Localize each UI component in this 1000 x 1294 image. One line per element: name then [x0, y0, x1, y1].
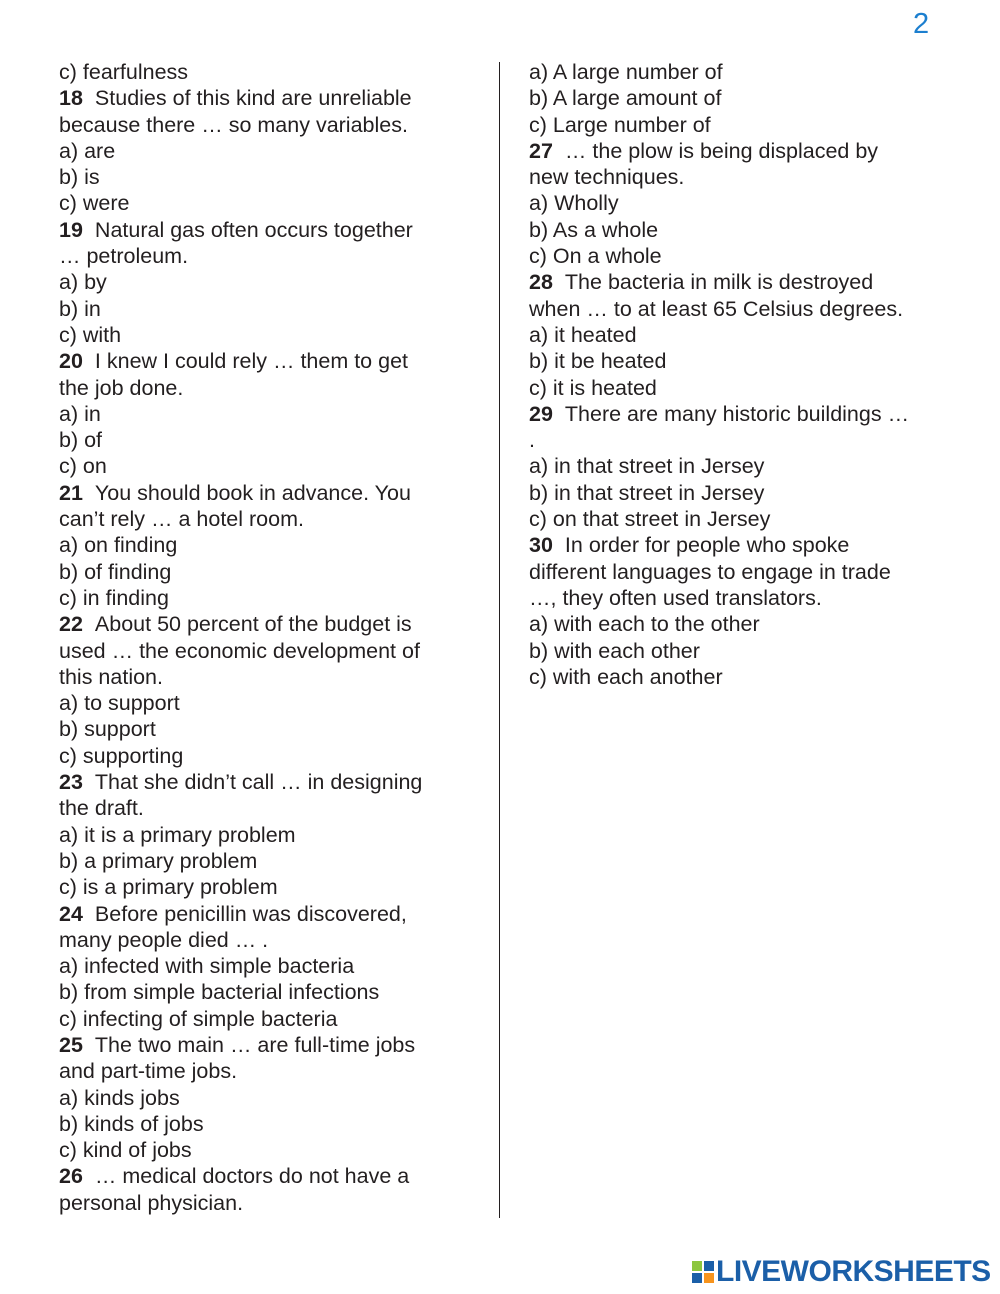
line-text: c) in finding	[59, 585, 169, 610]
line-text: many people died … .	[59, 927, 269, 952]
line-text: a) infected with simple bacteria	[59, 954, 355, 979]
line-text: a) with each to the other	[529, 612, 760, 637]
line-text: …, they often used translators.	[529, 585, 822, 610]
question-number: 25	[59, 1032, 83, 1057]
line-text: c) on	[59, 454, 107, 479]
question-number: 18	[59, 86, 83, 111]
text-line	[59, 716, 459, 742]
line-text: a) kinds jobs	[59, 1085, 180, 1110]
liveworksheets-logo-icon	[692, 1261, 714, 1283]
text-line	[59, 1085, 459, 1111]
line-text: … petroleum.	[59, 244, 189, 269]
text-line	[59, 690, 459, 716]
text-line	[529, 348, 949, 374]
line-text: different languages to engage in trade	[529, 559, 891, 584]
question-line	[529, 138, 949, 164]
text-line	[59, 795, 459, 821]
line-text: c) On a whole	[529, 244, 662, 269]
line-text: .	[529, 428, 535, 453]
text-line	[59, 322, 459, 348]
text-line	[59, 585, 459, 611]
text-line	[59, 138, 459, 164]
text-line	[59, 848, 459, 874]
line-text: c) is a primary problem	[59, 875, 278, 900]
line-text: the draft.	[59, 796, 144, 821]
line-text: b) a primary problem	[59, 848, 258, 873]
line-text: a) Wholly	[529, 191, 619, 216]
text-line	[59, 164, 459, 190]
question-line	[59, 769, 459, 795]
text-line	[529, 296, 949, 322]
question-number: 21	[59, 480, 83, 505]
line-text: a) in	[59, 401, 101, 426]
text-line	[59, 269, 459, 295]
line-text: c) with	[59, 322, 122, 347]
text-line	[59, 664, 459, 690]
question-number: 26	[59, 1164, 83, 1189]
text-line	[529, 59, 949, 85]
question-line	[59, 85, 459, 111]
text-line	[529, 243, 949, 269]
line-text: … medical doctors do not have a	[94, 1164, 410, 1189]
question-line	[59, 480, 459, 506]
text-line	[59, 979, 459, 1005]
line-text: b) from simple bacterial infections	[59, 980, 380, 1005]
line-text: a) to support	[59, 691, 180, 716]
question-line	[529, 269, 949, 295]
line-text: b) in	[59, 296, 101, 321]
question-line	[59, 348, 459, 374]
text-line	[59, 559, 459, 585]
text-line	[529, 112, 949, 138]
line-text: personal physician.	[59, 1190, 244, 1215]
text-line	[59, 927, 459, 953]
line-text: Natural gas often occurs together	[94, 217, 413, 242]
left-column	[59, 59, 459, 1216]
text-line	[59, 1190, 459, 1216]
text-line	[529, 427, 949, 453]
line-text: can’t rely … a hotel room.	[59, 507, 304, 532]
question-line	[529, 401, 949, 427]
question-number: 30	[529, 533, 553, 558]
text-line	[59, 375, 459, 401]
question-line	[59, 1163, 459, 1189]
text-line	[59, 1137, 459, 1163]
text-line	[529, 85, 949, 111]
question-number: 22	[59, 612, 83, 637]
line-text: b) it be heated	[529, 349, 667, 374]
line-text: … the plow is being displaced by	[564, 138, 879, 163]
logo-text: LIVEWORKSHEETS	[716, 1255, 991, 1288]
line-text: because there … so many variables.	[59, 112, 408, 137]
line-text: a) by	[59, 270, 107, 295]
column-divider	[499, 62, 500, 1218]
text-line	[59, 743, 459, 769]
text-line	[529, 585, 949, 611]
line-text: when … to at least 65 Celsius degrees.	[529, 296, 904, 321]
question-line	[59, 611, 459, 637]
text-line	[59, 506, 459, 532]
text-line	[59, 190, 459, 216]
text-line	[529, 559, 949, 585]
text-line	[59, 112, 459, 138]
line-text: c) kind of jobs	[59, 1138, 192, 1163]
text-line	[59, 427, 459, 453]
text-line	[59, 532, 459, 558]
line-text: b) in that street in Jersey	[529, 480, 765, 505]
text-line	[529, 506, 949, 532]
text-line	[59, 874, 459, 900]
question-line	[59, 901, 459, 927]
question-number: 28	[529, 270, 553, 295]
line-text: c) infecting of simple bacteria	[59, 1006, 338, 1031]
question-number: 24	[59, 901, 83, 926]
line-text: b) with each other	[529, 638, 700, 663]
line-text: That she didn’t call … in designing	[94, 770, 423, 795]
line-text: a) it is a primary problem	[59, 822, 296, 847]
line-text: b) of finding	[59, 559, 172, 584]
line-text: c) Large number of	[529, 112, 711, 137]
text-line	[529, 190, 949, 216]
line-text: the job done.	[59, 375, 184, 400]
line-text: c) fearfulness	[59, 60, 189, 84]
line-text: a) it heated	[529, 322, 637, 347]
page-number: 2	[913, 8, 930, 40]
line-text: b) As a whole	[529, 217, 659, 242]
text-line	[59, 953, 459, 979]
line-text: a) on finding	[59, 533, 178, 558]
text-line	[529, 611, 949, 637]
line-text: In order for people who spoke	[564, 533, 850, 558]
question-number: 27	[529, 138, 553, 163]
line-text: a) in that street in Jersey	[529, 454, 765, 479]
text-line	[59, 1006, 459, 1032]
line-text: b) is	[59, 165, 100, 190]
line-text: c) supporting	[59, 743, 184, 768]
text-line	[59, 401, 459, 427]
question-line	[59, 217, 459, 243]
text-line	[59, 453, 459, 479]
question-line	[529, 532, 949, 558]
line-text: c) it is heated	[529, 375, 657, 400]
line-text: a) A large number of	[529, 60, 723, 84]
text-line	[529, 217, 949, 243]
text-line	[529, 375, 949, 401]
text-line	[59, 296, 459, 322]
line-text: b) A large amount of	[529, 86, 722, 111]
line-text: a) are	[59, 138, 116, 163]
text-line	[529, 664, 949, 690]
line-text: this nation.	[59, 664, 163, 689]
question-number: 19	[59, 217, 83, 242]
text-line	[529, 453, 949, 479]
question-line	[59, 1032, 459, 1058]
line-text: Studies of this kind are unreliable	[94, 86, 412, 111]
line-text: There are many historic buildings …	[564, 401, 910, 426]
line-text: c) were	[59, 191, 130, 216]
line-text: and part-time jobs.	[59, 1059, 238, 1084]
line-text: You should book in advance. You	[94, 480, 411, 505]
question-number: 20	[59, 349, 83, 374]
question-number: 29	[529, 401, 553, 426]
text-line	[59, 1058, 459, 1084]
line-text: used … the economic development of	[59, 638, 420, 663]
liveworksheets-logo	[692, 1255, 991, 1289]
line-text: b) of	[59, 428, 103, 453]
line-text: The two main … are full-time jobs	[94, 1032, 416, 1057]
line-text: b) kinds of jobs	[59, 1111, 204, 1136]
line-text: b) support	[59, 717, 156, 742]
text-line	[529, 164, 949, 190]
line-text: new techniques.	[529, 165, 685, 190]
text-line	[529, 480, 949, 506]
text-line	[59, 822, 459, 848]
line-text: About 50 percent of the budget is	[94, 612, 412, 637]
line-text: c) on that street in Jersey	[529, 507, 771, 532]
text-line	[529, 638, 949, 664]
right-column	[529, 59, 949, 690]
line-text: The bacteria in milk is destroyed	[564, 270, 874, 295]
text-line	[59, 638, 459, 664]
text-line	[59, 1111, 459, 1137]
line-text: Before penicillin was discovered,	[94, 901, 407, 926]
text-line	[59, 59, 459, 85]
line-text: c) with each another	[529, 664, 723, 689]
text-line	[529, 322, 949, 348]
text-line	[59, 243, 459, 269]
line-text: I knew I could rely … them to get	[94, 349, 409, 374]
question-number: 23	[59, 770, 83, 795]
